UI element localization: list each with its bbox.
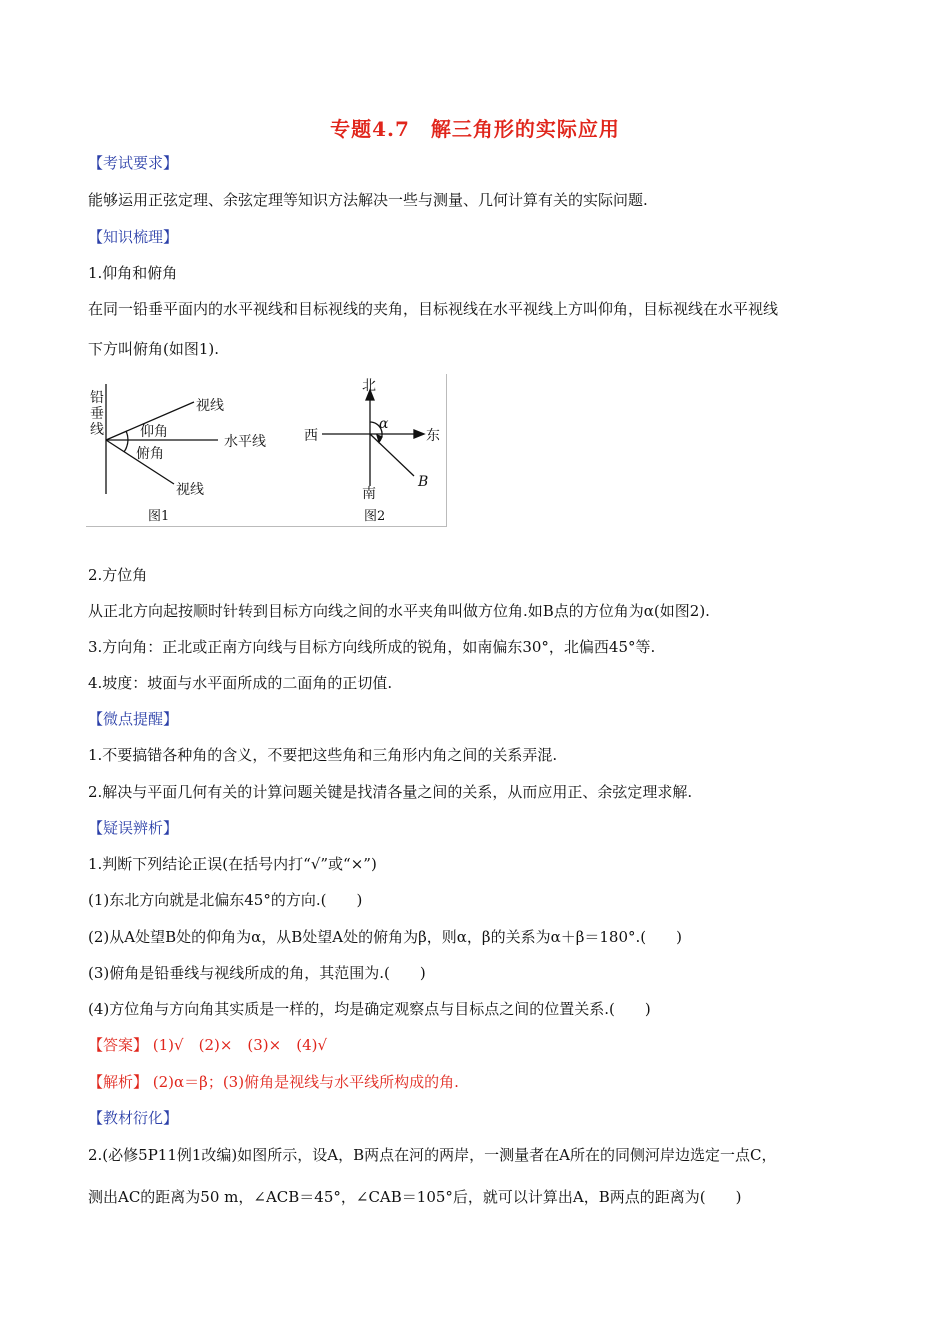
answer-label: 【答案】 [88, 1036, 149, 1054]
exam-requirements-text: 能够运用正弦定理、余弦定理等知识方法解决一些与测量、几何计算有关的实际问题. [88, 191, 648, 209]
question-2: (2)从A处望B处的仰角为α，从B处望A处的俯角为β，则α，β的关系为α＋β＝180°.( ) [88, 928, 682, 946]
textbook-text-line-2: 测出AC的距离为50 m，∠ACB＝45°，∠CAB＝105°后，就可以计算出A，B两点的距离为( ) [88, 1188, 742, 1206]
fig2-east: 东 [426, 428, 440, 444]
fig1-sight-top: 视线 [196, 398, 224, 414]
textbook-text-line-1: 2.(必修5P11例1改编)如图所示，设A，B两点在河的两岸，一测量者在A所在的同侧河岸边选定一点C， [88, 1146, 777, 1164]
figure-2 [322, 390, 424, 486]
section-knowledge: 【知识梳理】 [88, 228, 179, 246]
question-3: (3)俯角是铅垂线与视线所成的角，其范围为.( ) [88, 964, 426, 982]
k2-text: 从正北方向起按顺时针转到目标方向线之间的水平夹角叫做方位角.如B点的方位角为α(如图2). [88, 602, 710, 620]
tip-2: 2.解决与平面几何有关的计算问题关键是找清各量之间的关系，从而应用正、余弦定理求解. [88, 783, 693, 801]
k2-title: 2.方位角 [88, 566, 148, 584]
k4-text: 4.坡度：坡面与水平面所成的二面角的正切值. [88, 674, 393, 692]
fig1-elevation-label: 仰角 [140, 424, 168, 440]
fig2-north: 北 [362, 378, 376, 394]
fig1-horizontal-label: 水平线 [224, 434, 266, 450]
answer-text: (1)√ (2)× (3)× (4)√ [148, 1036, 328, 1054]
fig1-caption: 图1 [148, 509, 170, 524]
analysis-line [88, 1072, 459, 1092]
fig1-vertical-label-1: 铅 [90, 390, 104, 406]
fig2-point-b: B [418, 474, 429, 490]
section-tips: 【微点提醒】 [88, 710, 179, 728]
tip-1: 1.不要搞错各种角的含义，不要把这些角和三角形内角之间的关系弄混. [88, 746, 558, 764]
analysis-label: 【解析】 [88, 1073, 149, 1091]
section-textbook: 【教材衍化】 [88, 1109, 179, 1127]
fig1-vertical-label-3: 线 [90, 422, 104, 438]
question-4: (4)方位角与方向角其实质是一样的，均是确定观察点与目标点之间的位置关系.( ) [88, 1000, 651, 1018]
fig2-caption: 图2 [364, 509, 386, 524]
question-intro: 1.判断下列结论正误(在括号内打“√”或“×”) [88, 855, 377, 873]
k3-text: 3.方向角：正北或正南方向线与目标方向线所成的锐角，如南偏东30°，北偏西45°等. [88, 638, 656, 656]
k1-title: 1.仰角和俯角 [88, 264, 178, 282]
section-errors: 【疑误辨析】 [88, 819, 179, 837]
k1-text-line-2: 下方叫俯角(如图1). [88, 340, 220, 358]
fig2-south: 南 [362, 486, 376, 502]
answer-line [88, 1035, 327, 1055]
fig2-west: 西 [304, 428, 318, 444]
fig1-vertical-label-2: 垂 [90, 406, 104, 422]
page-title: 专题4.7 解三角形的实际应用 [330, 117, 620, 141]
section-exam-requirements: 【考试要求】 [88, 154, 179, 172]
question-1: (1)东北方向就是北偏东45°的方向.( ) [88, 891, 363, 909]
fig2-alpha: α [379, 416, 389, 432]
fig1-sight-bottom: 视线 [176, 482, 204, 498]
angle-figures [86, 374, 447, 527]
fig1-depression-label: 俯角 [136, 446, 164, 462]
k1-text-line-1: 在同一铅垂平面内的水平视线和目标视线的夹角，目标视线在水平视线上方叫仰角，目标视线在水平视线 [88, 300, 779, 318]
analysis-text: (2)α＝β；(3)俯角是视线与水平线所构成的角. [148, 1073, 459, 1091]
